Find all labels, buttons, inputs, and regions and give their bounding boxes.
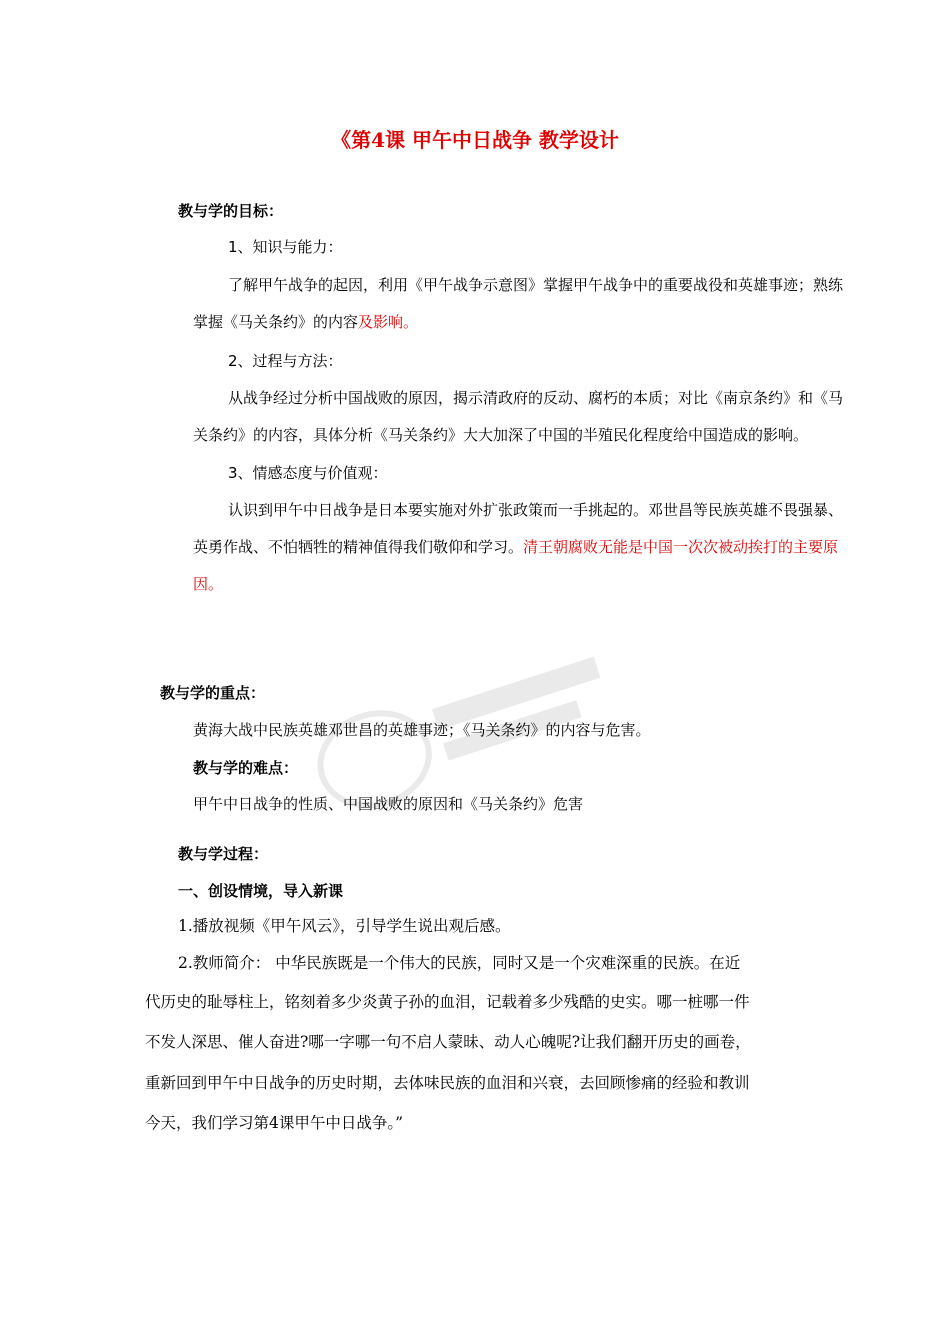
difficulties-text: 甲午中日战争的性质、中国战败的原因和《马关条约》危害	[193, 795, 584, 813]
objectives-heading: 教与学的目标：	[178, 202, 284, 220]
objective-1-label: 1、知识与能力：	[228, 238, 343, 256]
objective-2-label: 2、过程与方法：	[228, 352, 343, 370]
process-heading: 教与学过程：	[178, 845, 269, 863]
objective-3-line-1: 认识到甲午中日战争是日本要实施对外扩张政策而一手挑起的。邓世昌等民族英雄不畏强暴、	[228, 501, 844, 519]
section-1-heading: 一、创设情境，导入新课	[178, 882, 344, 900]
key-points-text: 黄海大战中民族英雄邓世昌的英雄事迹；《马关条约》的内容与危害。	[193, 721, 651, 739]
process-step-1: 1.播放视频《甲午风云》，引导学生说出观后感。	[178, 917, 511, 935]
process-step-2-line-5: 今天，我们学习第4课甲午中日战争。”	[145, 1114, 404, 1132]
objective-2-line-2: 关条约》的内容，具体分析《马关条约》大大加深了中国的半殖民化程度给中国造成的影响。	[193, 426, 809, 444]
objective-1-line-2: 掌握《马关条约》的内容及影响。	[193, 313, 419, 331]
document-title: 《第4课 甲午中日战争 教学设计	[331, 128, 619, 152]
objective-1-line-1: 了解甲午战争的起因，利用《甲午战争示意图》掌握甲午战争中的重要战役和英雄事迹；熟练	[228, 276, 844, 294]
process-step-2-line-4: 重新回到甲午中日战争的历史时期，去体味民族的血泪和兴衰，去回顾惨痛的经验和教训	[145, 1074, 750, 1092]
objective-3-line-2: 英勇作战、不怕牺牲的精神值得我们敬仰和学习。清王朝腐败无能是中国一次次被动挨打的主要原	[193, 538, 839, 556]
objective-3-line-3: 因。	[193, 575, 224, 593]
objective-2-line-1: 从战争经过分析中国战败的原因，揭示清政府的反动、腐朽的本质；对比《南京条约》和《马	[228, 389, 844, 407]
difficulties-heading: 教与学的难点：	[193, 759, 299, 777]
process-step-2-line-2: 代历史的耻辱柱上，铭刻着多少炎黄子孙的血泪，记载着多少残酷的史实。哪一桩哪一件	[145, 993, 750, 1011]
process-step-2-line-1: 2.教师简介： 中华民族既是一个伟大的民族，同时又是一个灾难深重的民族。在近	[178, 954, 741, 972]
process-step-2-line-3: 不发人深思、催人奋进?哪一字哪一句不启人蒙昧、动人心魄呢?让我们翻开历史的画卷，	[145, 1033, 751, 1051]
objective-3-label: 3、情感态度与价值观：	[228, 464, 388, 482]
key-points-heading: 教与学的重点：	[160, 684, 266, 702]
